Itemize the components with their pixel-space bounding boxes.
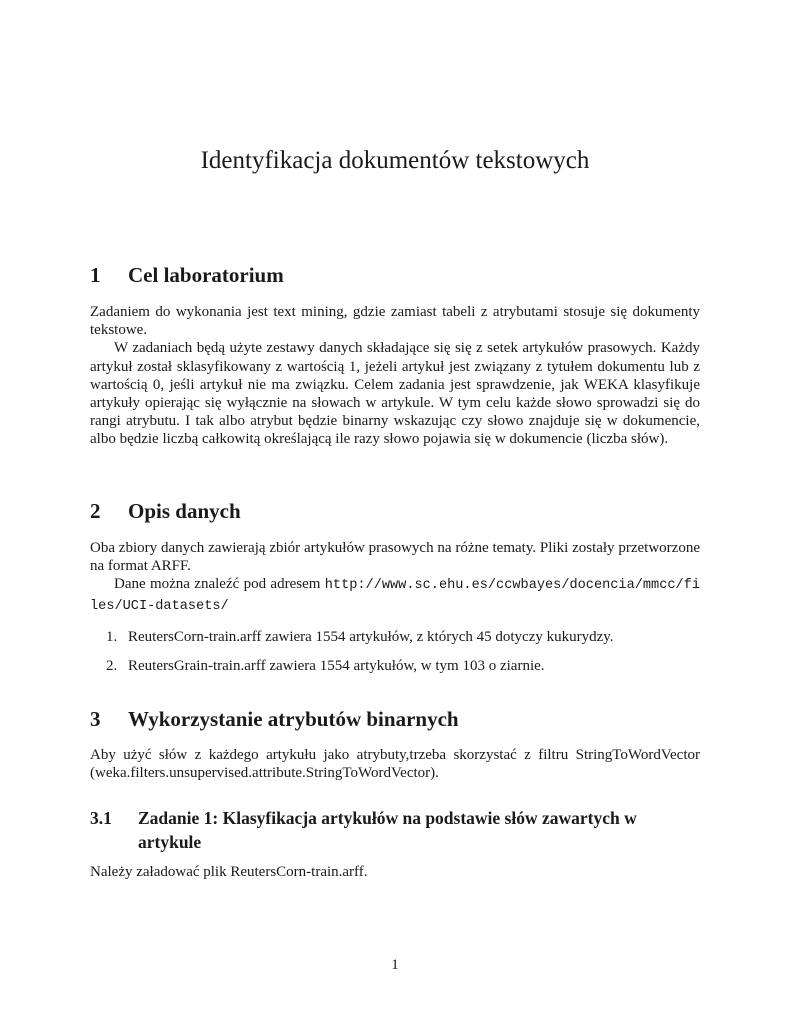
document-title: Identyfikacja dokumentów tekstowych	[200, 147, 590, 174]
paragraph-with-url	[90, 575, 700, 615]
subsection-zadanie-1	[90, 806, 700, 881]
subsection-title: Zadanie 1: Klasyfikacja artykułów na podstawie słów zawartych w artykule	[138, 808, 637, 852]
section-cel-laboratorium	[90, 262, 700, 449]
dataset-list	[90, 628, 700, 675]
paragraph: Oba zbiory danych zawierają zbiór artykułów prasowych na różne tematy. Pliki zostały przetworzone na format ARFF.	[90, 540, 700, 575]
list-item-text: ReutersCorn-train.arff zawiera 1554 artykułów, z których 45 dotyczy kukurydzy.	[128, 628, 614, 645]
subsection-number: 3.1	[90, 808, 112, 828]
section-wykorzystanie-atrybutow	[90, 706, 700, 782]
paragraph: W zadaniach będą użyte zestawy danych składające się się z setek artykułów prasowych. Każdy artykuł został sklasyfikowany z wartością 1, jeżeli artykuł jest związany z tytułem dokumentu lub z wartością 0, jeśli artykuł nie ma związku. Celem zadania jest sprawdzenie, jak WEKA klasyfikuje artykuły opierając się wyłącznie na słowach w artykule. W tym celu każde słowo sprowadzi się do rangi atrybutu. I tak albo atrybut będzie binarny wskazując czy słowo znajduje się w dokumencie, albo będzie liczbą całkowitą określającą ile razy słowo pojawia się w dokumencie (liczba słów).	[90, 340, 700, 448]
dataset-url-link[interactable]: http://www.sc.ehu.es/ccwbayes/docencia/mmcc/files/UCI-datasets/	[90, 578, 700, 614]
list-item	[106, 628, 700, 646]
list-item-number: 1.	[106, 628, 118, 645]
section-heading	[90, 262, 700, 288]
section-title: Opis danych	[128, 499, 241, 523]
list-item-number: 2.	[106, 657, 118, 674]
page-number: 1	[391, 957, 399, 973]
section-heading	[90, 706, 700, 732]
paragraph: Należy załadować plik ReutersCorn-train.arff.	[90, 864, 368, 880]
section-number: 2	[90, 499, 101, 523]
document-page	[90, 0, 700, 1024]
paragraph: Zadaniem do wykonania jest text mining, gdzie zamiast tabeli z atrybutami stosuje się dokumenty tekstowe.	[90, 304, 700, 339]
section-number: 1	[90, 263, 101, 287]
paragraph: Aby użyć słów z każdego artykułu jako atrybuty,trzeba skorzystać z filtru StringToWordVector (weka.filters.unsupervised.attribute.StringToWordVector).	[90, 747, 700, 782]
subsection-heading	[90, 806, 700, 854]
paragraph-text: Dane można znaleźć pod adresem	[114, 576, 325, 593]
section-heading	[90, 498, 700, 524]
list-item-text: ReutersGrain-train.arff zawiera 1554 artykułów, w tym 103 o ziarnie.	[128, 657, 545, 674]
section-title: Cel laboratorium	[128, 263, 284, 287]
section-number: 3	[90, 707, 101, 731]
section-title: Wykorzystanie atrybutów binarnych	[128, 707, 459, 731]
section-opis-danych	[90, 498, 700, 675]
list-item	[106, 657, 700, 675]
